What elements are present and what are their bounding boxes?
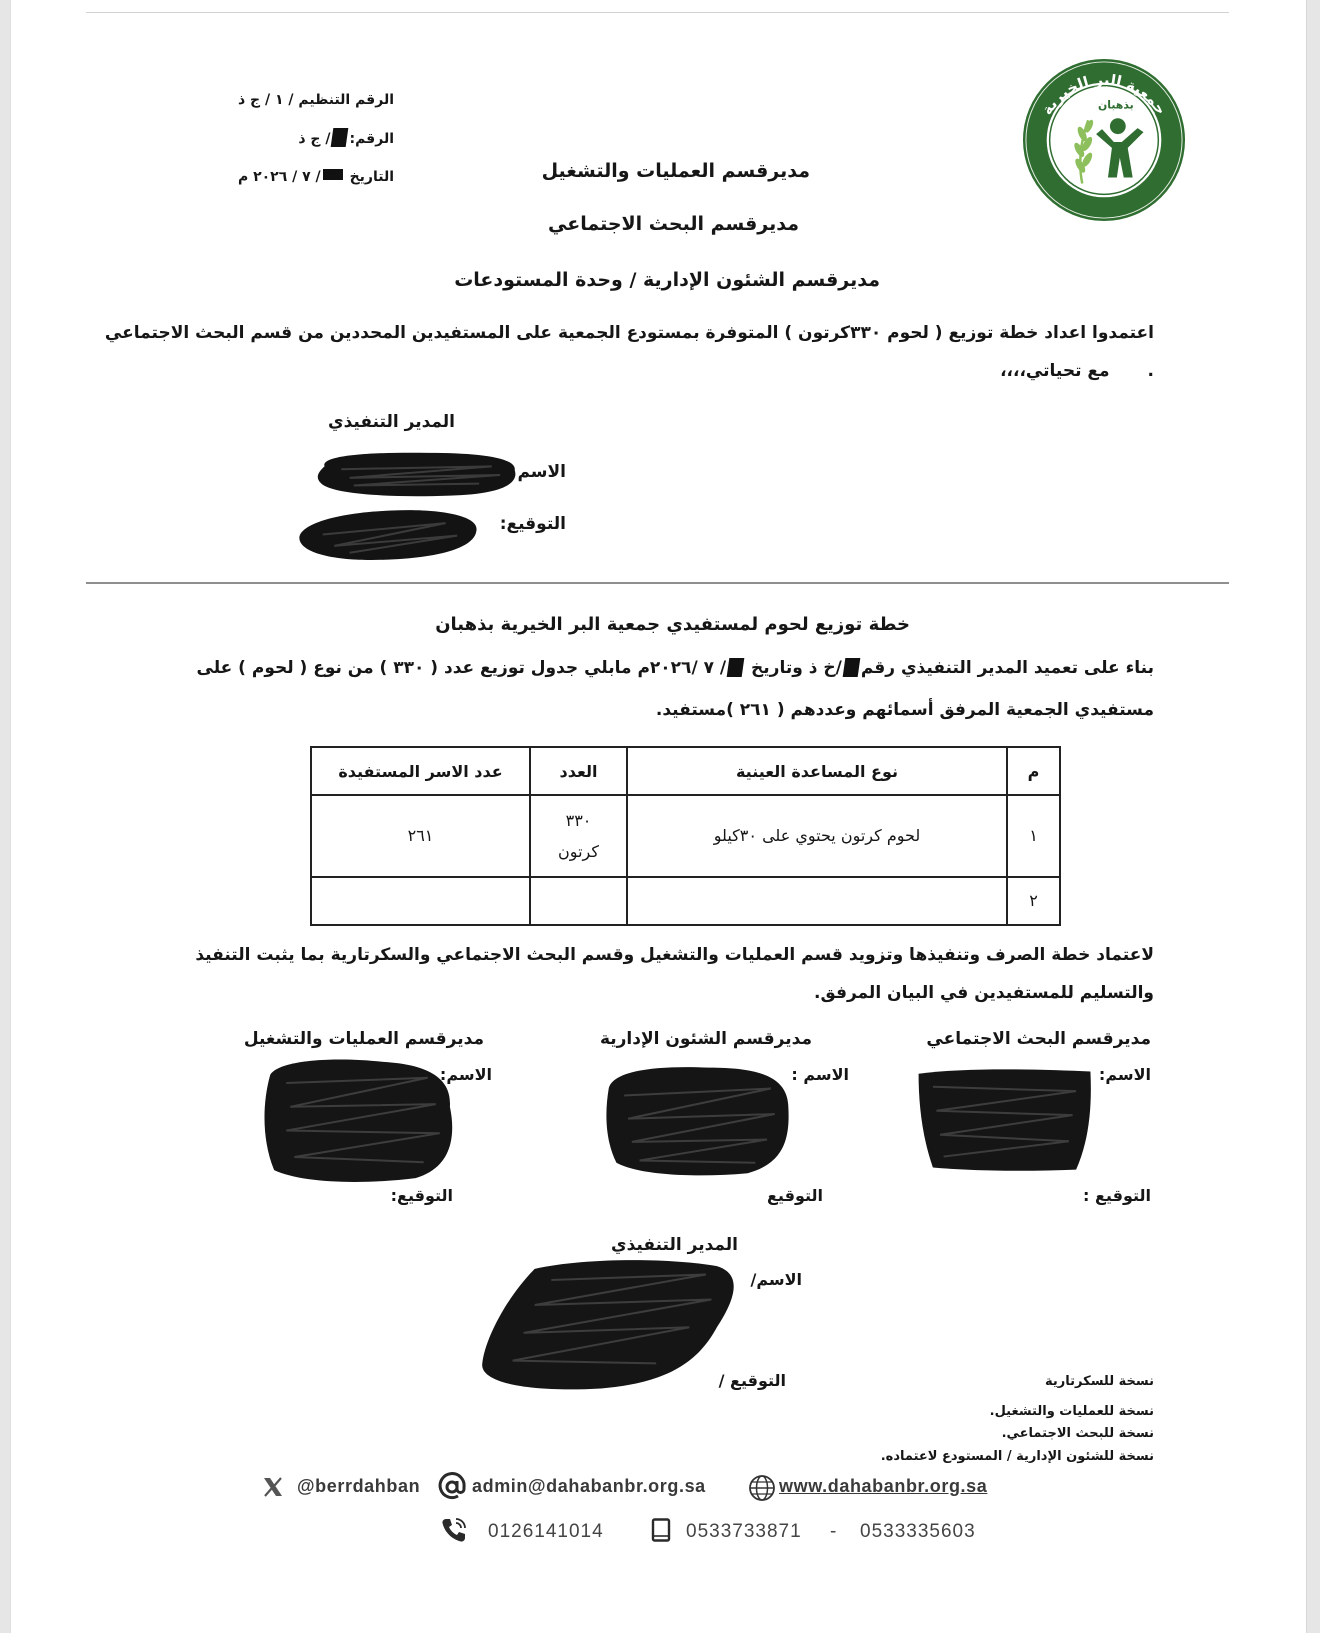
- cell-count: [530, 877, 627, 925]
- signatory-operations-signature-label: التوقيع:: [390, 1186, 453, 1205]
- redaction-mark: [323, 169, 343, 180]
- executive-title: المدير التنفيذي: [328, 412, 455, 432]
- phone-icon: [440, 1516, 468, 1544]
- addressee-admin-warehouses: مديرقسم الشئون الإدارية / وحدة المستودعات: [454, 269, 880, 291]
- header-count: العدد: [530, 747, 627, 795]
- x-icon: [262, 1477, 284, 1497]
- addressee-social-research: مديرقسم البحث الاجتماعي: [548, 213, 799, 235]
- signatory-operations-name-label: الاسم:: [439, 1065, 492, 1084]
- plan-intro-line-2: مستفيدي الجمعية المرفق أسمائهم وعددهم ( ٢٦١ )مستفيد.: [655, 700, 1154, 720]
- plan-intro-line-1: [197, 657, 1155, 679]
- reference-date-value: / ٧ / ٢٠٢٦ م: [237, 169, 321, 185]
- copy-operations: نسخة للعمليات والتشغيل.: [989, 1404, 1154, 1419]
- cell-index: ١: [1007, 795, 1060, 877]
- redaction-mark: [842, 658, 860, 677]
- logo-arc-text: جمعية البر الخيرية: [1038, 71, 1170, 119]
- mobile-icon: [651, 1518, 671, 1542]
- reference-number-suffix: / ج ذ: [298, 131, 331, 147]
- table-row: [311, 795, 1060, 877]
- approval-line-2: والتسليم للمستفيدين في البيان المرفق.: [814, 983, 1154, 1003]
- table-row: [311, 877, 1060, 925]
- logo-inner-text: بذهبان: [1098, 98, 1134, 112]
- reference-number-line: [298, 128, 394, 148]
- distribution-table: [310, 746, 1061, 926]
- signatory-admin-title: مديرقسم الشئون الإدارية: [599, 1029, 812, 1049]
- redaction-blob: [474, 1255, 750, 1394]
- reference-date-line: [238, 168, 394, 186]
- copy-secretariat: نسخة للسكرتارية: [1045, 1374, 1154, 1389]
- redaction-mark: [331, 128, 349, 147]
- redaction-mark: [727, 658, 745, 677]
- redaction-blob: [292, 506, 484, 563]
- org-reference-number: الرقم التنظيم / ١ / ج ذ: [237, 92, 394, 108]
- cell-aid-type: [627, 877, 1007, 925]
- globe-icon: [748, 1474, 776, 1502]
- header-aid-type: نوع المساعدة العينية: [627, 747, 1007, 795]
- footer-email[interactable]: admin@dahabanbr.org.sa: [472, 1476, 706, 1496]
- cell-count: [530, 795, 627, 877]
- directive-closing-line: [1000, 360, 1154, 382]
- copy-admin-warehouse: نسخة للشئون الإدارية / المستودع لاعتماده.: [880, 1449, 1154, 1464]
- section-divider: [86, 582, 1229, 584]
- directive-body: اعتمدوا اعداد خطة توزيع ( لحوم ٣٣٠كرتون ) المتوفرة بمستودع الجمعية على المستفيدين المحددين من قسم البحث الاجتماعي: [104, 323, 1154, 343]
- signatory-social-research-signature-label: التوقيع :: [1083, 1186, 1151, 1205]
- final-executive-title: المدير التنفيذي: [611, 1235, 738, 1255]
- plan-title: خطة توزيع لحوم لمستفيدي جمعية البر الخيرية بذهبان: [435, 614, 910, 635]
- closing-dot: .: [1147, 361, 1154, 381]
- signatory-operations-title: مديرقسم العمليات والتشغيل: [243, 1029, 484, 1049]
- reference-number-label: الرقم:: [349, 131, 394, 147]
- signatory-admin-name-label: الاسم :: [791, 1065, 849, 1084]
- header-index: م: [1007, 747, 1060, 795]
- footer-phone-separator: -: [830, 1521, 838, 1542]
- plan-intro-part-2: /خ ذ وتاريخ: [751, 658, 842, 678]
- redaction-blob: [258, 1054, 460, 1186]
- cell-index: ٢: [1007, 877, 1060, 925]
- top-border-line: [86, 12, 1229, 13]
- signatory-social-research-name-label: الاسم:: [1098, 1065, 1151, 1084]
- signatory-admin-signature-label: التوقيع: [767, 1186, 823, 1205]
- header-families: عدد الاسر المستفيدة: [311, 747, 530, 795]
- final-executive-signature-label: التوقيع /: [718, 1371, 786, 1390]
- table-header-row: [311, 747, 1060, 795]
- footer-phone[interactable]: 0126141014: [488, 1521, 604, 1542]
- approval-line-1: لاعتماد خطة الصرف وتنفيذها وتزويد قسم العمليات والتشغيل وقسم البحث الاجتماعي والسكرتارية بما يثبت التنفيذ: [195, 945, 1154, 965]
- at-icon: [437, 1472, 467, 1502]
- redaction-blob: [601, 1063, 794, 1179]
- plan-intro-part-1: بناء على تعميد المدير التنفيذي رقم: [860, 658, 1154, 678]
- logo-emblem-icon: [1021, 57, 1187, 223]
- addressee-operations: مديرقسم العمليات والتشغيل: [541, 160, 810, 182]
- footer-twitter-handle[interactable]: @berrdahban: [297, 1476, 421, 1496]
- cell-families: ٢٦١: [311, 795, 530, 877]
- closing-greeting: مع تحياتي،،،،: [1000, 361, 1110, 381]
- redaction-blob: [915, 1065, 1094, 1174]
- cell-aid-type: لحوم كرتون يحتوي على ٣٠كيلو: [627, 795, 1007, 877]
- executive-signature-label: التوقيع:: [499, 514, 566, 534]
- signatory-social-research-title: مديرقسم البحث الاجتماعي: [926, 1029, 1151, 1049]
- cell-count-unit: كرتون: [558, 841, 599, 861]
- footer-mobile-2[interactable]: 0533335603: [860, 1521, 976, 1542]
- redaction-blob: [312, 450, 521, 498]
- copy-social-research: نسخة للبحث الاجتماعي.: [1001, 1426, 1154, 1441]
- executive-name-label: الاسم: [517, 462, 566, 482]
- plan-intro-part-3: / ٧ /٢٠٢٦م مابلي جدول توزيع عدد ( ٣٣٠ ) من نوع ( لحوم ) على: [196, 658, 727, 678]
- cell-families: [311, 877, 530, 925]
- footer-mobile-1[interactable]: 0533733871: [686, 1521, 802, 1542]
- reference-date-label: التاريخ: [349, 169, 394, 185]
- footer-website[interactable]: www.dahabanbr.org.sa: [779, 1476, 988, 1496]
- cell-count-value: ٣٣٠: [565, 810, 592, 830]
- final-executive-name-label: الاسم/: [750, 1270, 802, 1289]
- association-logo: [1021, 57, 1187, 223]
